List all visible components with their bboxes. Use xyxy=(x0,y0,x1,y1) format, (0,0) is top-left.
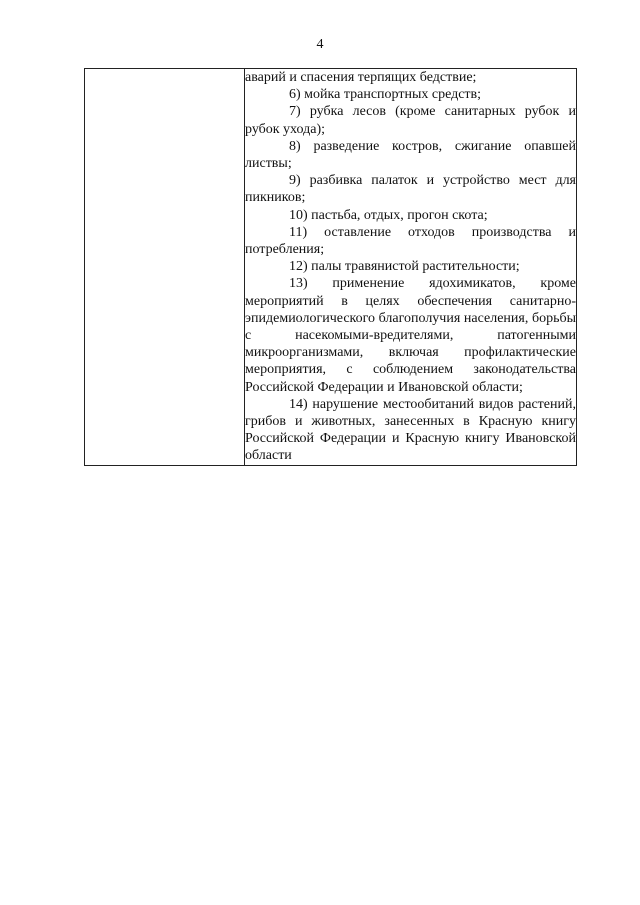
list-item-12: 12) палы травянистой растительности; xyxy=(289,259,520,275)
left-cell xyxy=(85,69,245,466)
list-item-11: 11) оставление отходов производства и потребления; xyxy=(245,224,576,258)
page-number: 4 xyxy=(316,37,324,52)
paragraph-continuation: аварий и спасения терпящих бедствие; xyxy=(245,70,477,85)
table-row xyxy=(85,69,577,466)
list-item-8: 8) разведение костров, сжигание опавшей листвы; xyxy=(245,138,576,172)
list-item-7: 7) рубка лесов (кроме санитарных рубок и рубок ухода); xyxy=(245,104,576,137)
list-item-6: 6) мойка транспортных средств; xyxy=(289,87,482,103)
list-item-13: 13) применение ядохимикатов, кроме мероприятий в целях обеспечения санитарно-эпидемиологического благополучия населения, борьбы с насекомыми-вредителями, патогенными микроорганизмами, включая профилактические мероприятия, с соблюдением законодательства Российской Федерации и Ивановской области; xyxy=(245,276,576,395)
list-item-14: 14) нарушение местообитаний видов растений, грибов и животных, занесенных в Красную книгу Российской Федерации и Красную книгу Ивановской области xyxy=(245,396,576,464)
right-cell xyxy=(245,69,577,466)
list-item-10: 10) пастьба, отдых, прогон скота; xyxy=(289,207,488,223)
list-item-9: 9) разбивка палаток и устройство мест для пикников; xyxy=(245,173,576,206)
document-table xyxy=(84,68,577,466)
